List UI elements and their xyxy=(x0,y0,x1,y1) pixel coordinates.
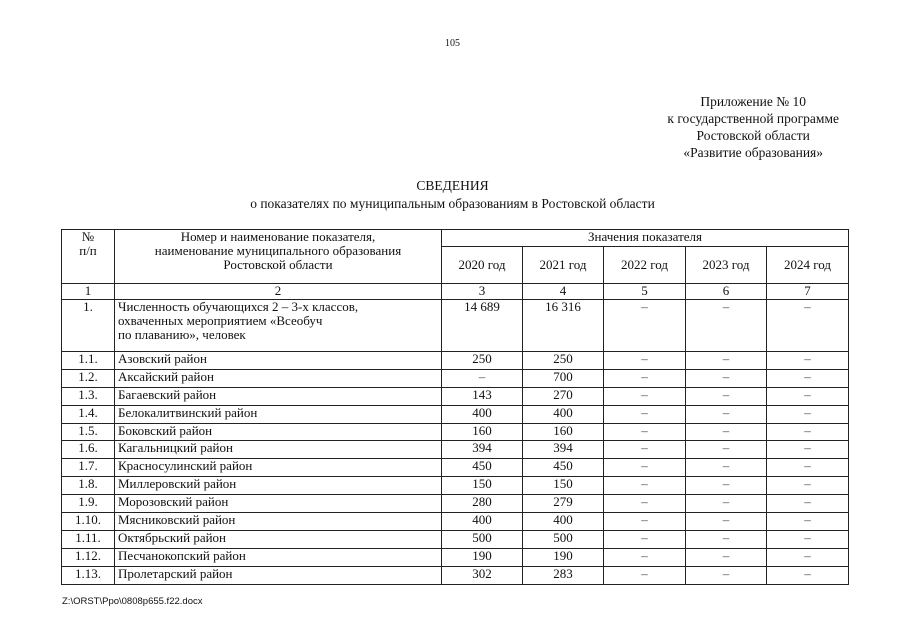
row-value: 270 xyxy=(523,387,604,405)
row-value: – xyxy=(686,405,767,423)
row-value: – xyxy=(686,352,767,370)
table-row xyxy=(62,300,849,352)
column-number: 3 xyxy=(442,284,523,300)
row-name: Боковский район xyxy=(115,423,442,441)
row-name: Красносулинский район xyxy=(115,459,442,477)
row-value: 250 xyxy=(442,352,523,370)
row-number: 1.2. xyxy=(62,369,115,387)
header-name: Номер и наименование показателя, наименование муниципального образования Ростовской области xyxy=(115,230,442,284)
row-name: Азовский район xyxy=(115,352,442,370)
table-row xyxy=(62,566,849,584)
row-value: – xyxy=(767,441,849,459)
row-value: – xyxy=(767,530,849,548)
row-value: – xyxy=(686,548,767,566)
row-name: Октябрьский район xyxy=(115,530,442,548)
row-name: Кагальницкий район xyxy=(115,441,442,459)
row-value: – xyxy=(604,352,686,370)
row-value: 302 xyxy=(442,566,523,584)
row-number: 1.7. xyxy=(62,459,115,477)
page-number: 105 xyxy=(445,38,460,49)
table-row xyxy=(62,352,849,370)
row-value: 400 xyxy=(523,405,604,423)
row-value: 450 xyxy=(523,459,604,477)
indicators-table xyxy=(61,229,849,585)
document-heading xyxy=(0,177,905,213)
header-year: 2021 год xyxy=(523,247,604,284)
row-value: 700 xyxy=(523,369,604,387)
row-number: 1.8. xyxy=(62,477,115,495)
row-value: 500 xyxy=(442,530,523,548)
row-value: 143 xyxy=(442,387,523,405)
row-value: 400 xyxy=(523,513,604,531)
row-value: 450 xyxy=(442,459,523,477)
row-value: – xyxy=(686,300,767,352)
appendix-line-3: Ростовской области xyxy=(696,128,810,143)
appendix-line-1: Приложение № 10 xyxy=(700,94,806,109)
row-value: – xyxy=(604,423,686,441)
row-value: – xyxy=(686,423,767,441)
column-number: 6 xyxy=(686,284,767,300)
row-value: 150 xyxy=(523,477,604,495)
row-value: 160 xyxy=(442,423,523,441)
row-number: 1.10. xyxy=(62,513,115,531)
row-name: Песчанокопский район xyxy=(115,548,442,566)
row-value: – xyxy=(604,441,686,459)
table-row xyxy=(62,387,849,405)
row-value: – xyxy=(686,459,767,477)
column-number: 1 xyxy=(62,284,115,300)
row-value: 279 xyxy=(523,495,604,513)
header-year: 2020 год xyxy=(442,247,523,284)
row-number: 1.1. xyxy=(62,352,115,370)
row-number: 1.4. xyxy=(62,405,115,423)
row-value: – xyxy=(604,495,686,513)
row-value: – xyxy=(767,300,849,352)
row-name: Морозовский район xyxy=(115,495,442,513)
header-num: № п/п xyxy=(62,230,115,284)
row-value: – xyxy=(767,387,849,405)
row-number: 1.5. xyxy=(62,423,115,441)
header-year: 2022 год xyxy=(604,247,686,284)
row-value: – xyxy=(604,530,686,548)
table-row xyxy=(62,477,849,495)
row-name: Численность обучающихся 2 – 3-х классов, охваченных мероприятием «Всеобуч по плаванию», человек xyxy=(115,300,442,352)
row-value: 190 xyxy=(442,548,523,566)
row-name: Багаевский район xyxy=(115,387,442,405)
row-name: Аксайский район xyxy=(115,369,442,387)
row-value: 283 xyxy=(523,566,604,584)
row-value: 394 xyxy=(442,441,523,459)
row-number: 1.9. xyxy=(62,495,115,513)
header-values-group: Значения показателя xyxy=(442,230,849,247)
row-value: – xyxy=(767,369,849,387)
row-number: 1.12. xyxy=(62,548,115,566)
table-row xyxy=(62,548,849,566)
row-value: – xyxy=(686,369,767,387)
row-value: 394 xyxy=(523,441,604,459)
table-row xyxy=(62,513,849,531)
row-value: – xyxy=(767,548,849,566)
header-year: 2023 год xyxy=(686,247,767,284)
row-value: – xyxy=(767,405,849,423)
column-number-row xyxy=(62,284,849,300)
row-value: 500 xyxy=(523,530,604,548)
table-row xyxy=(62,530,849,548)
row-value: 150 xyxy=(442,477,523,495)
row-value: – xyxy=(686,495,767,513)
row-value: – xyxy=(767,423,849,441)
row-value: – xyxy=(686,513,767,531)
column-number: 4 xyxy=(523,284,604,300)
row-value: 250 xyxy=(523,352,604,370)
row-number: 1. xyxy=(62,300,115,352)
row-value: – xyxy=(767,566,849,584)
row-value: – xyxy=(686,530,767,548)
table-row xyxy=(62,423,849,441)
row-value: – xyxy=(767,495,849,513)
row-value: – xyxy=(604,300,686,352)
row-value: 160 xyxy=(523,423,604,441)
column-number: 2 xyxy=(115,284,442,300)
table-row xyxy=(62,441,849,459)
row-name: Белокалитвинский район xyxy=(115,405,442,423)
table-row xyxy=(62,405,849,423)
row-value: – xyxy=(767,513,849,531)
row-value: – xyxy=(604,387,686,405)
row-name: Миллеровский район xyxy=(115,477,442,495)
row-number: 1.3. xyxy=(62,387,115,405)
row-value: – xyxy=(604,369,686,387)
row-number: 1.13. xyxy=(62,566,115,584)
heading-subtitle: о показателях по муниципальным образованиям в Ростовской области xyxy=(250,196,655,211)
header-year: 2024 год xyxy=(767,247,849,284)
row-value: 400 xyxy=(442,513,523,531)
row-value: – xyxy=(767,477,849,495)
row-value: 16 316 xyxy=(523,300,604,352)
row-value: – xyxy=(604,405,686,423)
row-value: – xyxy=(686,477,767,495)
row-value: – xyxy=(604,548,686,566)
row-value: – xyxy=(604,566,686,584)
row-value: – xyxy=(604,459,686,477)
column-number: 5 xyxy=(604,284,686,300)
row-value: – xyxy=(686,387,767,405)
table-row xyxy=(62,495,849,513)
row-value: – xyxy=(686,566,767,584)
row-value: – xyxy=(767,352,849,370)
row-number: 1.6. xyxy=(62,441,115,459)
row-value: – xyxy=(767,459,849,477)
row-name: Пролетарский район xyxy=(115,566,442,584)
column-number: 7 xyxy=(767,284,849,300)
row-value: 190 xyxy=(523,548,604,566)
row-value: – xyxy=(686,441,767,459)
row-name: Мясниковский район xyxy=(115,513,442,531)
table-row xyxy=(62,369,849,387)
row-value: 400 xyxy=(442,405,523,423)
heading-title: СВЕДЕНИЯ xyxy=(416,178,489,193)
appendix-line-4: «Развитие образования» xyxy=(683,145,824,160)
row-value: 14 689 xyxy=(442,300,523,352)
table-row xyxy=(62,459,849,477)
row-number: 1.11. xyxy=(62,530,115,548)
footer-file-path: Z:\ORST\Ppo\0808p655.f22.docx xyxy=(62,596,203,607)
row-value: – xyxy=(604,513,686,531)
appendix-block xyxy=(667,93,839,161)
appendix-line-2: к государственной программе xyxy=(667,111,839,126)
row-value: – xyxy=(604,477,686,495)
row-value: – xyxy=(442,369,523,387)
row-value: 280 xyxy=(442,495,523,513)
